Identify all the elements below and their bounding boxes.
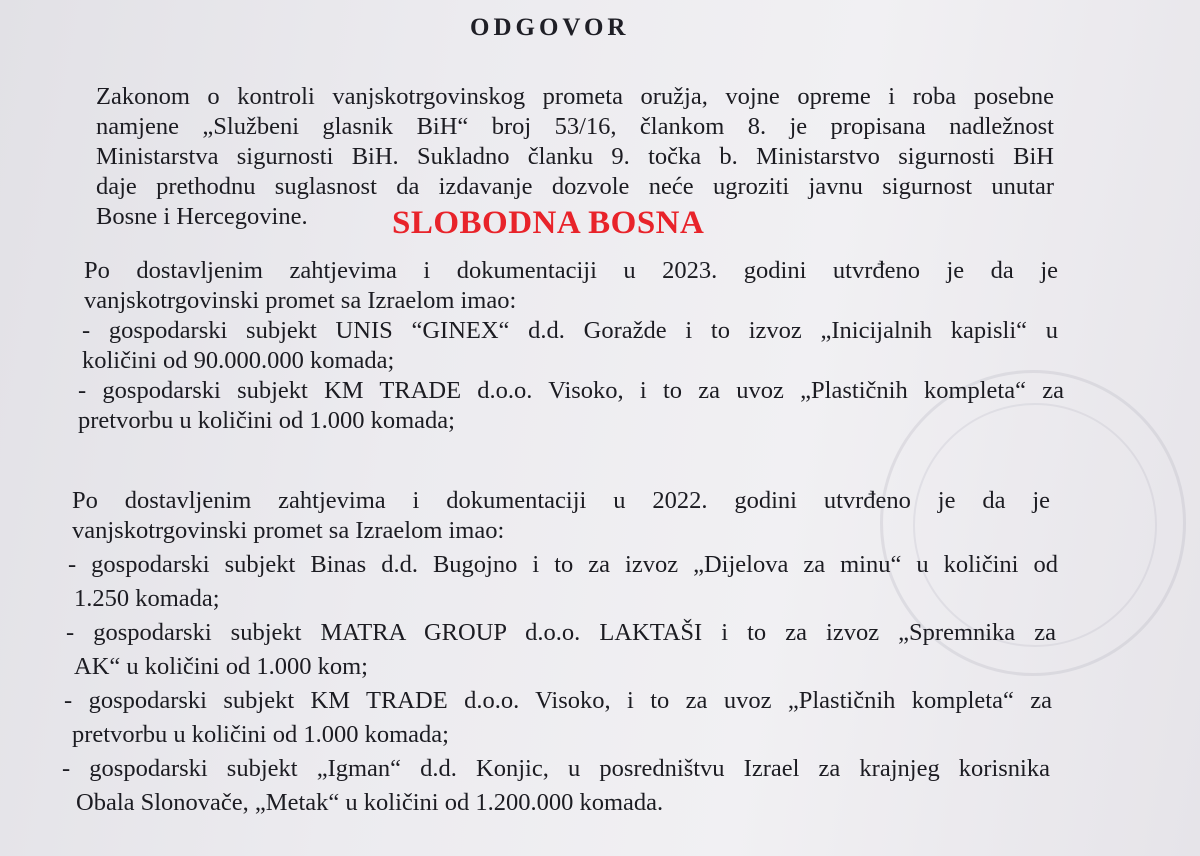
document-title: ODGOVOR — [470, 14, 630, 41]
section-2022-list-item: - gospodarski subjekt KM TRADE d.o.o. Visoko, i to za uvoz „Plastičnih kompleta“ za — [64, 687, 1052, 714]
section-2022-line: vanjskotrgovinski promet sa Izraelom imao: — [72, 517, 505, 544]
section-2022-list-item-cont: Obala Slonovače, „Metak“ u količini od 1.200.000 komada. — [76, 789, 664, 816]
intro-line: namjene „Službeni glasnik BiH“ broj 53/16, člankom 8. je propisana nadležnost — [96, 113, 1054, 140]
section-2023-list-item-cont: količini od 90.000.000 komada; — [82, 347, 395, 374]
intro-line: Zakonom o kontroli vanjskotrgovinskog prometa oružja, vojne opreme i roba posebne — [96, 83, 1054, 110]
intro-line: Bosne i Hercegovine. — [96, 203, 308, 230]
intro-line: Ministarstva sigurnosti BiH. Sukladno članku 9. točka b. Ministarstvo sigurnosti BiH — [96, 143, 1054, 170]
section-2023 — [78, 256, 1064, 436]
section-2022-list-item-cont: AK“ u količini od 1.000 kom; — [74, 653, 368, 680]
section-2022-list-item: - gospodarski subjekt MATRA GROUP d.o.o. LAKTAŠI i to za izvoz „Spremnika za — [66, 619, 1056, 646]
section-2022-list-item: - gospodarski subjekt Binas d.d. Bugojno i to za izvoz „Dijelova za minu“ u količini od — [68, 551, 1058, 578]
section-2022-list-item: - gospodarski subjekt „Igman“ d.d. Konjic, u posredništvu Izrael za krajnjeg korisnika — [62, 755, 1050, 782]
section-2022-line: Po dostavljenim zahtjevima i dokumentaciji u 2022. godini utvrđeno je da je — [72, 487, 1050, 514]
section-2022 — [62, 486, 1058, 818]
section-2022-list-item-cont: pretvorbu u količini od 1.000 komada; — [72, 721, 449, 748]
slobodna-bosna-watermark: SLOBODNA BOSNA — [392, 205, 705, 241]
section-2023-list-item: - gospodarski subjekt KM TRADE d.o.o. Visoko, i to za uvoz „Plastičnih kompleta“ za — [78, 377, 1064, 404]
section-2022-list-item-cont: 1.250 komada; — [74, 585, 220, 612]
section-2023-list-item-cont: pretvorbu u količini od 1.000 komada; — [78, 407, 455, 434]
section-2023-line: Po dostavljenim zahtjevima i dokumentaciji u 2023. godini utvrđeno je da je — [84, 257, 1058, 284]
section-2023-line: vanjskotrgovinski promet sa Izraelom imao: — [84, 287, 517, 314]
section-2023-list-item: - gospodarski subjekt UNIS “GINEX“ d.d. Goražde i to izvoz „Inicijalnih kapisli“ u — [82, 317, 1058, 344]
intro-line: daje prethodnu suglasnost da izdavanje dozvole neće ugroziti javnu sigurnost unutar — [96, 173, 1054, 200]
